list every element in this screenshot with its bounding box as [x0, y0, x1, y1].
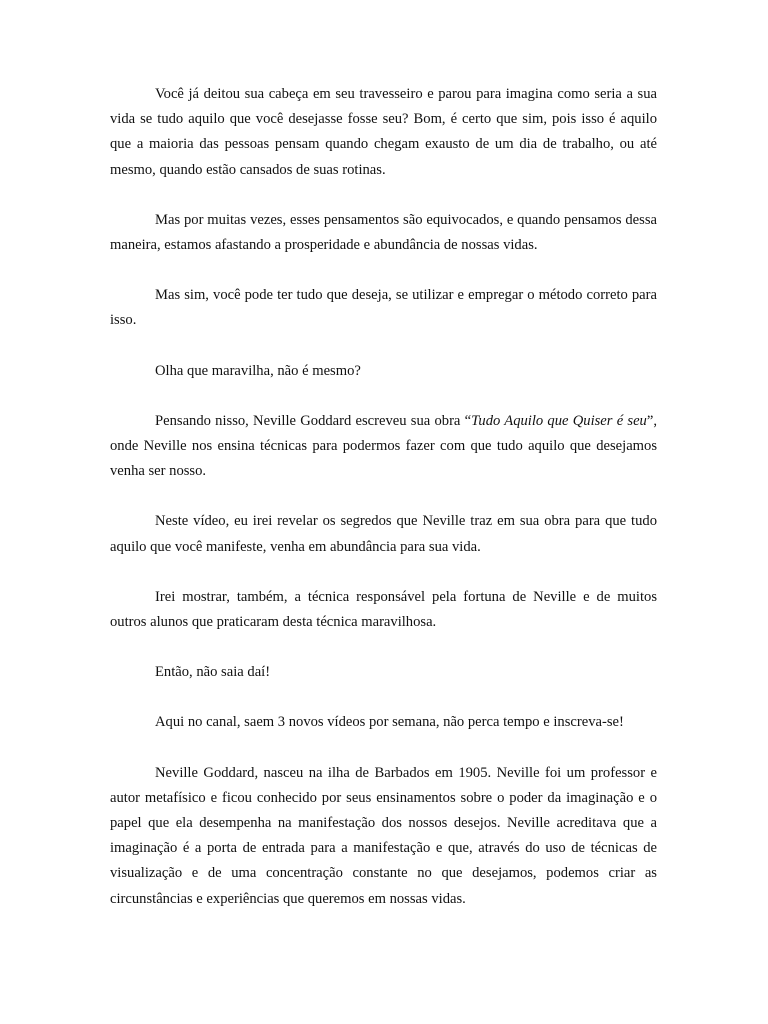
paragraph-5-tail: ”, onde Neville nos ensina técnicas para podermos fazer com que tudo aquilo que desejamos venha ser nosso. — [110, 412, 657, 480]
book-title: Tudo Aquilo que Quiser é seu — [471, 412, 647, 429]
paragraph-1: Você já deitou sua cabeça em seu travesseiro e parou para imagina como seria a sua vida se tudo aquilo que você desejasse fosse seu? Bom, é certo que sim, pois isso é aquilo que a maioria das pessoas pensam quando chegam exausto de um dia de trabalho, ou até mesmo, quando estão cansados de suas rotinas. — [110, 86, 657, 178]
paragraph-4: Olha que maravilha, não é mesmo? — [155, 362, 361, 379]
document-page — [110, 82, 657, 912]
paragraph-8: Então, não saia daí! — [155, 664, 271, 681]
paragraph-10: Neville Goddard, nasceu na ilha de Barbados em 1905. Neville foi um professor e autor metafísico e ficou conhecido por seus ensinamentos sobre o poder da imaginação e o papel que ela desempenha na manifestação dos nossos desejos. Neville acreditava que a imaginação é a porta de entrada para a manifestação e que, através do uso de técnicas de visualização e de uma concentração constante no que desejamos, podemos criar as circunstâncias e experiências que queremos em nossas vidas. — [110, 764, 657, 907]
paragraph-5 — [110, 409, 657, 485]
paragraph-9: Aqui no canal, saem 3 novos vídeos por semana, não perca tempo e inscreva-se! — [155, 714, 624, 731]
paragraph-2: Mas por muitas vezes, esses pensamentos são equivocados, e quando pensamos dessa maneira, estamos afastando a prosperidade e abundância de nossas vidas. — [110, 211, 657, 254]
paragraph-6: Neste vídeo, eu irei revelar os segredos que Neville traz em sua obra para que tudo aquilo que você manifeste, venha em abundância para sua vida. — [110, 513, 657, 555]
paragraph-7: Irei mostrar, também, a técnica responsável pela fortuna de Neville e de muitos outros alunos que praticaram desta técnica maravilhosa. — [110, 588, 657, 631]
paragraph-3: Mas sim, você pode ter tudo que deseja, se utilizar e empregar o método correto para isso. — [110, 287, 657, 329]
paragraph-5-lead: Pensando nisso, Neville Goddard escreveu sua obra “ — [155, 412, 472, 429]
